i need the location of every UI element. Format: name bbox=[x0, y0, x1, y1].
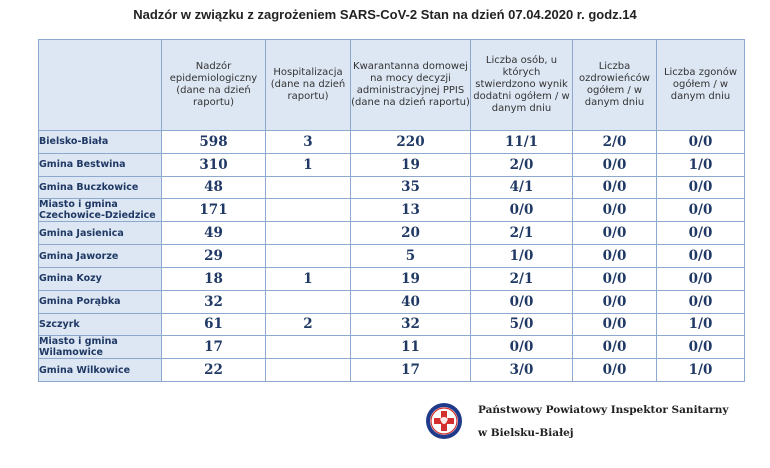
cell-ozdrowiency: 0/0 bbox=[573, 222, 657, 245]
cell-ozdrowiency: 2/0 bbox=[573, 131, 657, 154]
table-row bbox=[39, 336, 745, 359]
cell-dodatni: 0/0 bbox=[471, 336, 573, 359]
row-name: Miasto i gmina Czechowice-Dziedzice bbox=[39, 199, 162, 222]
cell-ozdrowiency: 0/0 bbox=[573, 176, 657, 199]
header-hospitalizacja: Hospitalizacja (dane na dzień raportu) bbox=[266, 40, 351, 131]
cell-nadzor: 598 bbox=[162, 131, 266, 154]
cell-hospitalizacja bbox=[266, 222, 351, 245]
cell-zgony: 0/0 bbox=[657, 290, 745, 313]
cell-dodatni: 0/0 bbox=[471, 290, 573, 313]
cell-kwarantanna: 17 bbox=[351, 359, 471, 382]
cell-zgony: 1/0 bbox=[657, 153, 745, 176]
cell-ozdrowiency: 0/0 bbox=[573, 153, 657, 176]
header-nadzor: Nadzór epidemiologiczny (dane na dzień raportu) bbox=[162, 40, 266, 131]
cell-hospitalizacja: 3 bbox=[266, 131, 351, 154]
cell-ozdrowiency: 0/0 bbox=[573, 245, 657, 268]
sanepid-emblem-icon bbox=[425, 402, 463, 440]
header-ozdrowiency: Liczba ozdrowieńców ogółem / w danym dniu bbox=[573, 40, 657, 131]
report-table bbox=[38, 39, 745, 382]
cell-nadzor: 49 bbox=[162, 222, 266, 245]
footer-authority-name: Państwowy Powiatowy Inspektor Sanitarny bbox=[478, 404, 729, 416]
cell-kwarantanna: 35 bbox=[351, 176, 471, 199]
cell-kwarantanna: 11 bbox=[351, 336, 471, 359]
cell-hospitalizacja bbox=[266, 336, 351, 359]
cell-nadzor: 48 bbox=[162, 176, 266, 199]
row-name: Gmina Jaworze bbox=[39, 245, 162, 268]
table-row bbox=[39, 153, 745, 176]
header-dodatni: Liczba osób, u których stwierdzono wynik dodatni ogółem / w danym dniu bbox=[471, 40, 573, 131]
cell-nadzor: 22 bbox=[162, 359, 266, 382]
cell-kwarantanna: 19 bbox=[351, 153, 471, 176]
cell-kwarantanna: 32 bbox=[351, 313, 471, 336]
cell-ozdrowiency: 0/0 bbox=[573, 313, 657, 336]
cell-ozdrowiency: 0/0 bbox=[573, 290, 657, 313]
table-row bbox=[39, 131, 745, 154]
cell-nadzor: 32 bbox=[162, 290, 266, 313]
table-row bbox=[39, 222, 745, 245]
cell-nadzor: 18 bbox=[162, 267, 266, 290]
cell-zgony: 1/0 bbox=[657, 359, 745, 382]
table-row bbox=[39, 359, 745, 382]
table-row bbox=[39, 267, 745, 290]
header-name bbox=[39, 40, 162, 131]
row-name: Gmina Jasienica bbox=[39, 222, 162, 245]
cell-zgony: 0/0 bbox=[657, 267, 745, 290]
cell-hospitalizacja bbox=[266, 359, 351, 382]
cell-kwarantanna: 220 bbox=[351, 131, 471, 154]
row-name: Miasto i gmina Wilamowice bbox=[39, 336, 162, 359]
cell-nadzor: 17 bbox=[162, 336, 266, 359]
table-row bbox=[39, 199, 745, 222]
cell-dodatni: 2/1 bbox=[471, 267, 573, 290]
cell-nadzor: 61 bbox=[162, 313, 266, 336]
cell-zgony: 0/0 bbox=[657, 176, 745, 199]
table-header-row bbox=[39, 40, 745, 131]
cell-dodatni: 5/0 bbox=[471, 313, 573, 336]
cell-kwarantanna: 40 bbox=[351, 290, 471, 313]
header-kwarantanna: Kwarantanna domowej na mocy decyzji administracyjnej PPIS (dane na dzień raportu) bbox=[351, 40, 471, 131]
cell-dodatni: 0/0 bbox=[471, 199, 573, 222]
page-title: Nadzór w związku z zagrożeniem SARS-CoV-2 Stan na dzień 07.04.2020 r. godz.14 bbox=[133, 7, 637, 22]
cell-dodatni: 1/0 bbox=[471, 245, 573, 268]
row-name: Szczyrk bbox=[39, 313, 162, 336]
cell-dodatni: 11/1 bbox=[471, 131, 573, 154]
cell-ozdrowiency: 0/0 bbox=[573, 336, 657, 359]
cell-ozdrowiency: 0/0 bbox=[573, 267, 657, 290]
cell-ozdrowiency: 0/0 bbox=[573, 199, 657, 222]
cell-zgony: 0/0 bbox=[657, 131, 745, 154]
cell-zgony: 0/0 bbox=[657, 199, 745, 222]
row-name: Gmina Porąbka bbox=[39, 290, 162, 313]
cell-kwarantanna: 19 bbox=[351, 267, 471, 290]
cell-zgony: 0/0 bbox=[657, 245, 745, 268]
row-name: Gmina Kozy bbox=[39, 267, 162, 290]
cell-hospitalizacja: 2 bbox=[266, 313, 351, 336]
cell-zgony: 1/0 bbox=[657, 313, 745, 336]
cell-nadzor: 29 bbox=[162, 245, 266, 268]
row-name: Gmina Buczkowice bbox=[39, 176, 162, 199]
cell-hospitalizacja bbox=[266, 290, 351, 313]
header-zgony: Liczba zgonów ogółem / w danym dniu bbox=[657, 40, 745, 131]
cell-ozdrowiency: 0/0 bbox=[573, 359, 657, 382]
cell-kwarantanna: 20 bbox=[351, 222, 471, 245]
cell-hospitalizacja bbox=[266, 176, 351, 199]
table-row bbox=[39, 245, 745, 268]
table-row bbox=[39, 290, 745, 313]
cell-hospitalizacja: 1 bbox=[266, 153, 351, 176]
cell-hospitalizacja bbox=[266, 199, 351, 222]
row-name: Gmina Bestwina bbox=[39, 153, 162, 176]
cell-dodatni: 2/1 bbox=[471, 222, 573, 245]
table-row bbox=[39, 176, 745, 199]
row-name: Bielsko-Biała bbox=[39, 131, 162, 154]
cell-dodatni: 3/0 bbox=[471, 359, 573, 382]
cell-kwarantanna: 5 bbox=[351, 245, 471, 268]
cell-nadzor: 310 bbox=[162, 153, 266, 176]
cell-nadzor: 171 bbox=[162, 199, 266, 222]
cell-dodatni: 4/1 bbox=[471, 176, 573, 199]
cell-hospitalizacja bbox=[266, 245, 351, 268]
cell-zgony: 0/0 bbox=[657, 336, 745, 359]
cell-kwarantanna: 13 bbox=[351, 199, 471, 222]
row-name: Gmina Wilkowice bbox=[39, 359, 162, 382]
footer-authority-location: w Bielsku-Białej bbox=[478, 427, 574, 439]
table-row bbox=[39, 313, 745, 336]
cell-dodatni: 2/0 bbox=[471, 153, 573, 176]
cell-hospitalizacja: 1 bbox=[266, 267, 351, 290]
cell-zgony: 0/0 bbox=[657, 222, 745, 245]
